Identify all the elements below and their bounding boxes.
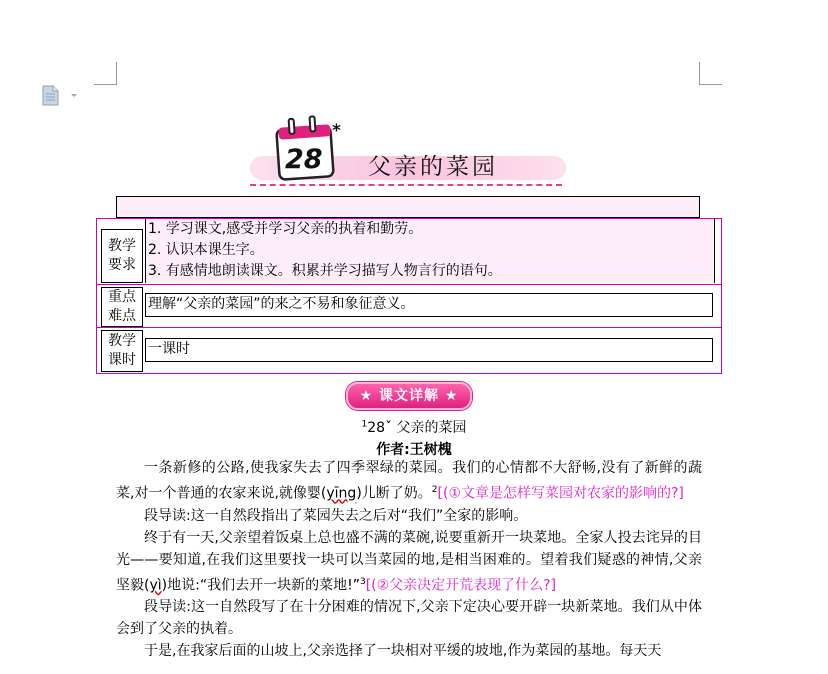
row-label: 重点 难点 bbox=[101, 287, 143, 327]
question-note: [(①文章是怎样写菜园对农家的影响的?] bbox=[437, 485, 684, 502]
lesson-info-table bbox=[96, 218, 722, 374]
requirement-line: 1. 学习课文,感受并学习父亲的执着和勤劳。 bbox=[148, 221, 423, 237]
paragraph-guide: 段导读:这一自然段指出了菜园失去之后对“我们”全家的影响。 bbox=[144, 507, 528, 524]
paragraph: 一条新修的公路,使我家失去了四季翠绿的菜园。我们的心情都不大舒畅,没有了新鲜的蔬菜,对一个普通的农家来说,就像婴(yīng)儿断了奶。$^2$[(①文章是怎样写菜园对农家的影响的?] bbox=[116, 460, 702, 502]
requirement-line: 2. 认识本课生字。 bbox=[148, 242, 264, 258]
table-row-requirements bbox=[97, 219, 721, 285]
lesson-title: 父亲的菜园 bbox=[368, 154, 498, 180]
row-label: 教学 要求 bbox=[101, 229, 143, 283]
star-icon: ★ bbox=[359, 388, 374, 404]
crop-mark-top-right-v bbox=[699, 62, 700, 84]
table-row-key-points bbox=[97, 285, 721, 328]
section-badge: ★ 课文详解 ★ bbox=[346, 382, 472, 410]
star-icon: ★ bbox=[444, 388, 459, 404]
table-row-periods bbox=[97, 328, 721, 372]
period-line: 一课时 bbox=[148, 341, 190, 357]
row-content bbox=[145, 338, 713, 362]
article-title: $^1$28ˇ 父亲的菜园 bbox=[361, 419, 467, 436]
lesson-header-box bbox=[116, 196, 700, 218]
row-content bbox=[145, 293, 713, 317]
lesson-number: 28 bbox=[285, 144, 323, 175]
title-dashed-line bbox=[250, 184, 562, 186]
crop-mark-top-left-v bbox=[116, 62, 117, 84]
paragraph: 于是,在我家后面的山坡上,父亲选择了一块相对平缓的坡地,作为菜园的基地。每天天 bbox=[144, 643, 662, 660]
row-label: 教学 课时 bbox=[101, 330, 143, 372]
article-body bbox=[116, 457, 702, 662]
article-author: 作者:王树槐 bbox=[376, 442, 452, 458]
question-note: [(②父亲决定开荒表现了什么?] bbox=[365, 577, 557, 594]
crop-mark-top-right-h bbox=[699, 84, 722, 85]
lesson-title-banner bbox=[250, 116, 570, 188]
key-point-line: 理解“父亲的菜园”的来之不易和象征意义。 bbox=[148, 296, 415, 312]
requirement-line: 3. 有感情地朗读课文。积累并学习描写人物言行的语句。 bbox=[148, 263, 502, 279]
lesson-star: * bbox=[332, 121, 341, 141]
paragraph-guide: 段导读:这一自然段写了在十分困难的情况下,父亲下定决心要开辟一块新菜地。我们从中体会到了父亲的执着。 bbox=[116, 599, 702, 638]
crop-mark-top-left-h bbox=[94, 84, 117, 85]
paste-options-icon[interactable] bbox=[40, 84, 82, 110]
paragraph: 终于有一天,父亲望着饭桌上总也盛不满的菜碗,说要重新开一块菜地。全家人投去诧异的目光——要知道,在我们这里要找一块可以当菜园的地,是相当困难的。望着我们疑惑的神情,父亲坚毅(yì)地说:“我们去开一块新的菜地!”$^3$[(②父亲决定开荒表现了什么?] bbox=[116, 529, 702, 594]
row-content bbox=[145, 219, 715, 283]
calendar-icon bbox=[272, 112, 354, 184]
